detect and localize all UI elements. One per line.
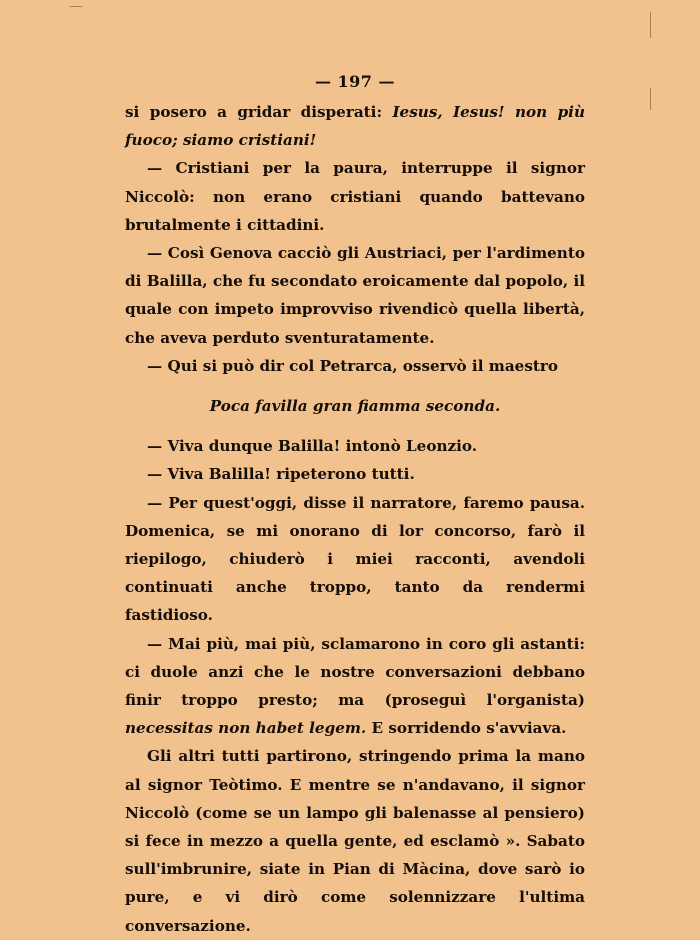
text-run: E sorridendo s'avviava. (366, 719, 567, 738)
text-run: — Così Genova cacciò gli Austriaci, per l'ardimento di Balilla, che fu secondato eroicamente dal popolo, il quale con impeto improvviso rivendicò quella libertà, che aveva perduto sventuratamente. (125, 244, 585, 347)
page-body (125, 98, 585, 940)
page-number: — 197 — (314, 72, 396, 91)
text-run: — Viva dunque Balilla! intonò Leonzio. (147, 437, 478, 456)
paragraph (125, 352, 585, 380)
italic-text: Iesus, Iesus! non più fuoco; siamo cristiani! (125, 103, 585, 150)
paragraph (125, 154, 585, 239)
paragraph (125, 630, 585, 743)
verse-quote (125, 392, 585, 420)
text-run: si posero a gridar disperati: (125, 103, 393, 121)
paragraph (125, 239, 585, 352)
text-run: — Per quest'oggi, disse il narratore, faremo pausa. Domenica, se mi onorano di lor concorso, farò il riepilogo, chiuderò i miei racconti, avendoli continuati anche troppo, tanto da rendermi fastidioso. (125, 493, 585, 625)
edge-mark (70, 6, 82, 7)
text-run: Gli altri tutti partirono, stringendo prima la mano al signor Teòtimo. E mentre se n'andavano, il signor Niccolò (come se un lampo gli balenasse al pensiero) si fece in mezzo a quella gente, ed esclamò ». Sabato sull'imbrunire, siate in Pian di Màcina, dove sarò io pure, e vi dirò come solennizzare l'ultima conversazione. (125, 747, 585, 935)
paragraph (125, 742, 585, 939)
text-run: — Cristiani per la paura, interruppe il signor Niccolò: non erano cristiani quando battevano brutalmente i cittadini. (125, 159, 585, 234)
text-run: — Mai più, mai più, sclamarono in coro gli astanti: ci duole anzi che le nostre conversazioni debbano finir troppo presto; ma (proseguì l'organista) (125, 634, 585, 710)
paragraph (125, 460, 585, 488)
book-page (125, 66, 585, 940)
paragraph (125, 98, 585, 154)
edge-mark (650, 88, 651, 110)
text-run: — Qui si può dir col Petrarca, osservò il maestro (147, 356, 559, 375)
text-run: — Viva Balilla! ripeterono tutti. (147, 465, 415, 484)
paragraph (125, 489, 585, 630)
italic-text: necessitas non habet legem. (125, 719, 367, 738)
edge-mark (650, 12, 651, 38)
italic-text: Poca favilla gran fiamma seconda. (209, 397, 501, 416)
paragraph (125, 432, 585, 460)
